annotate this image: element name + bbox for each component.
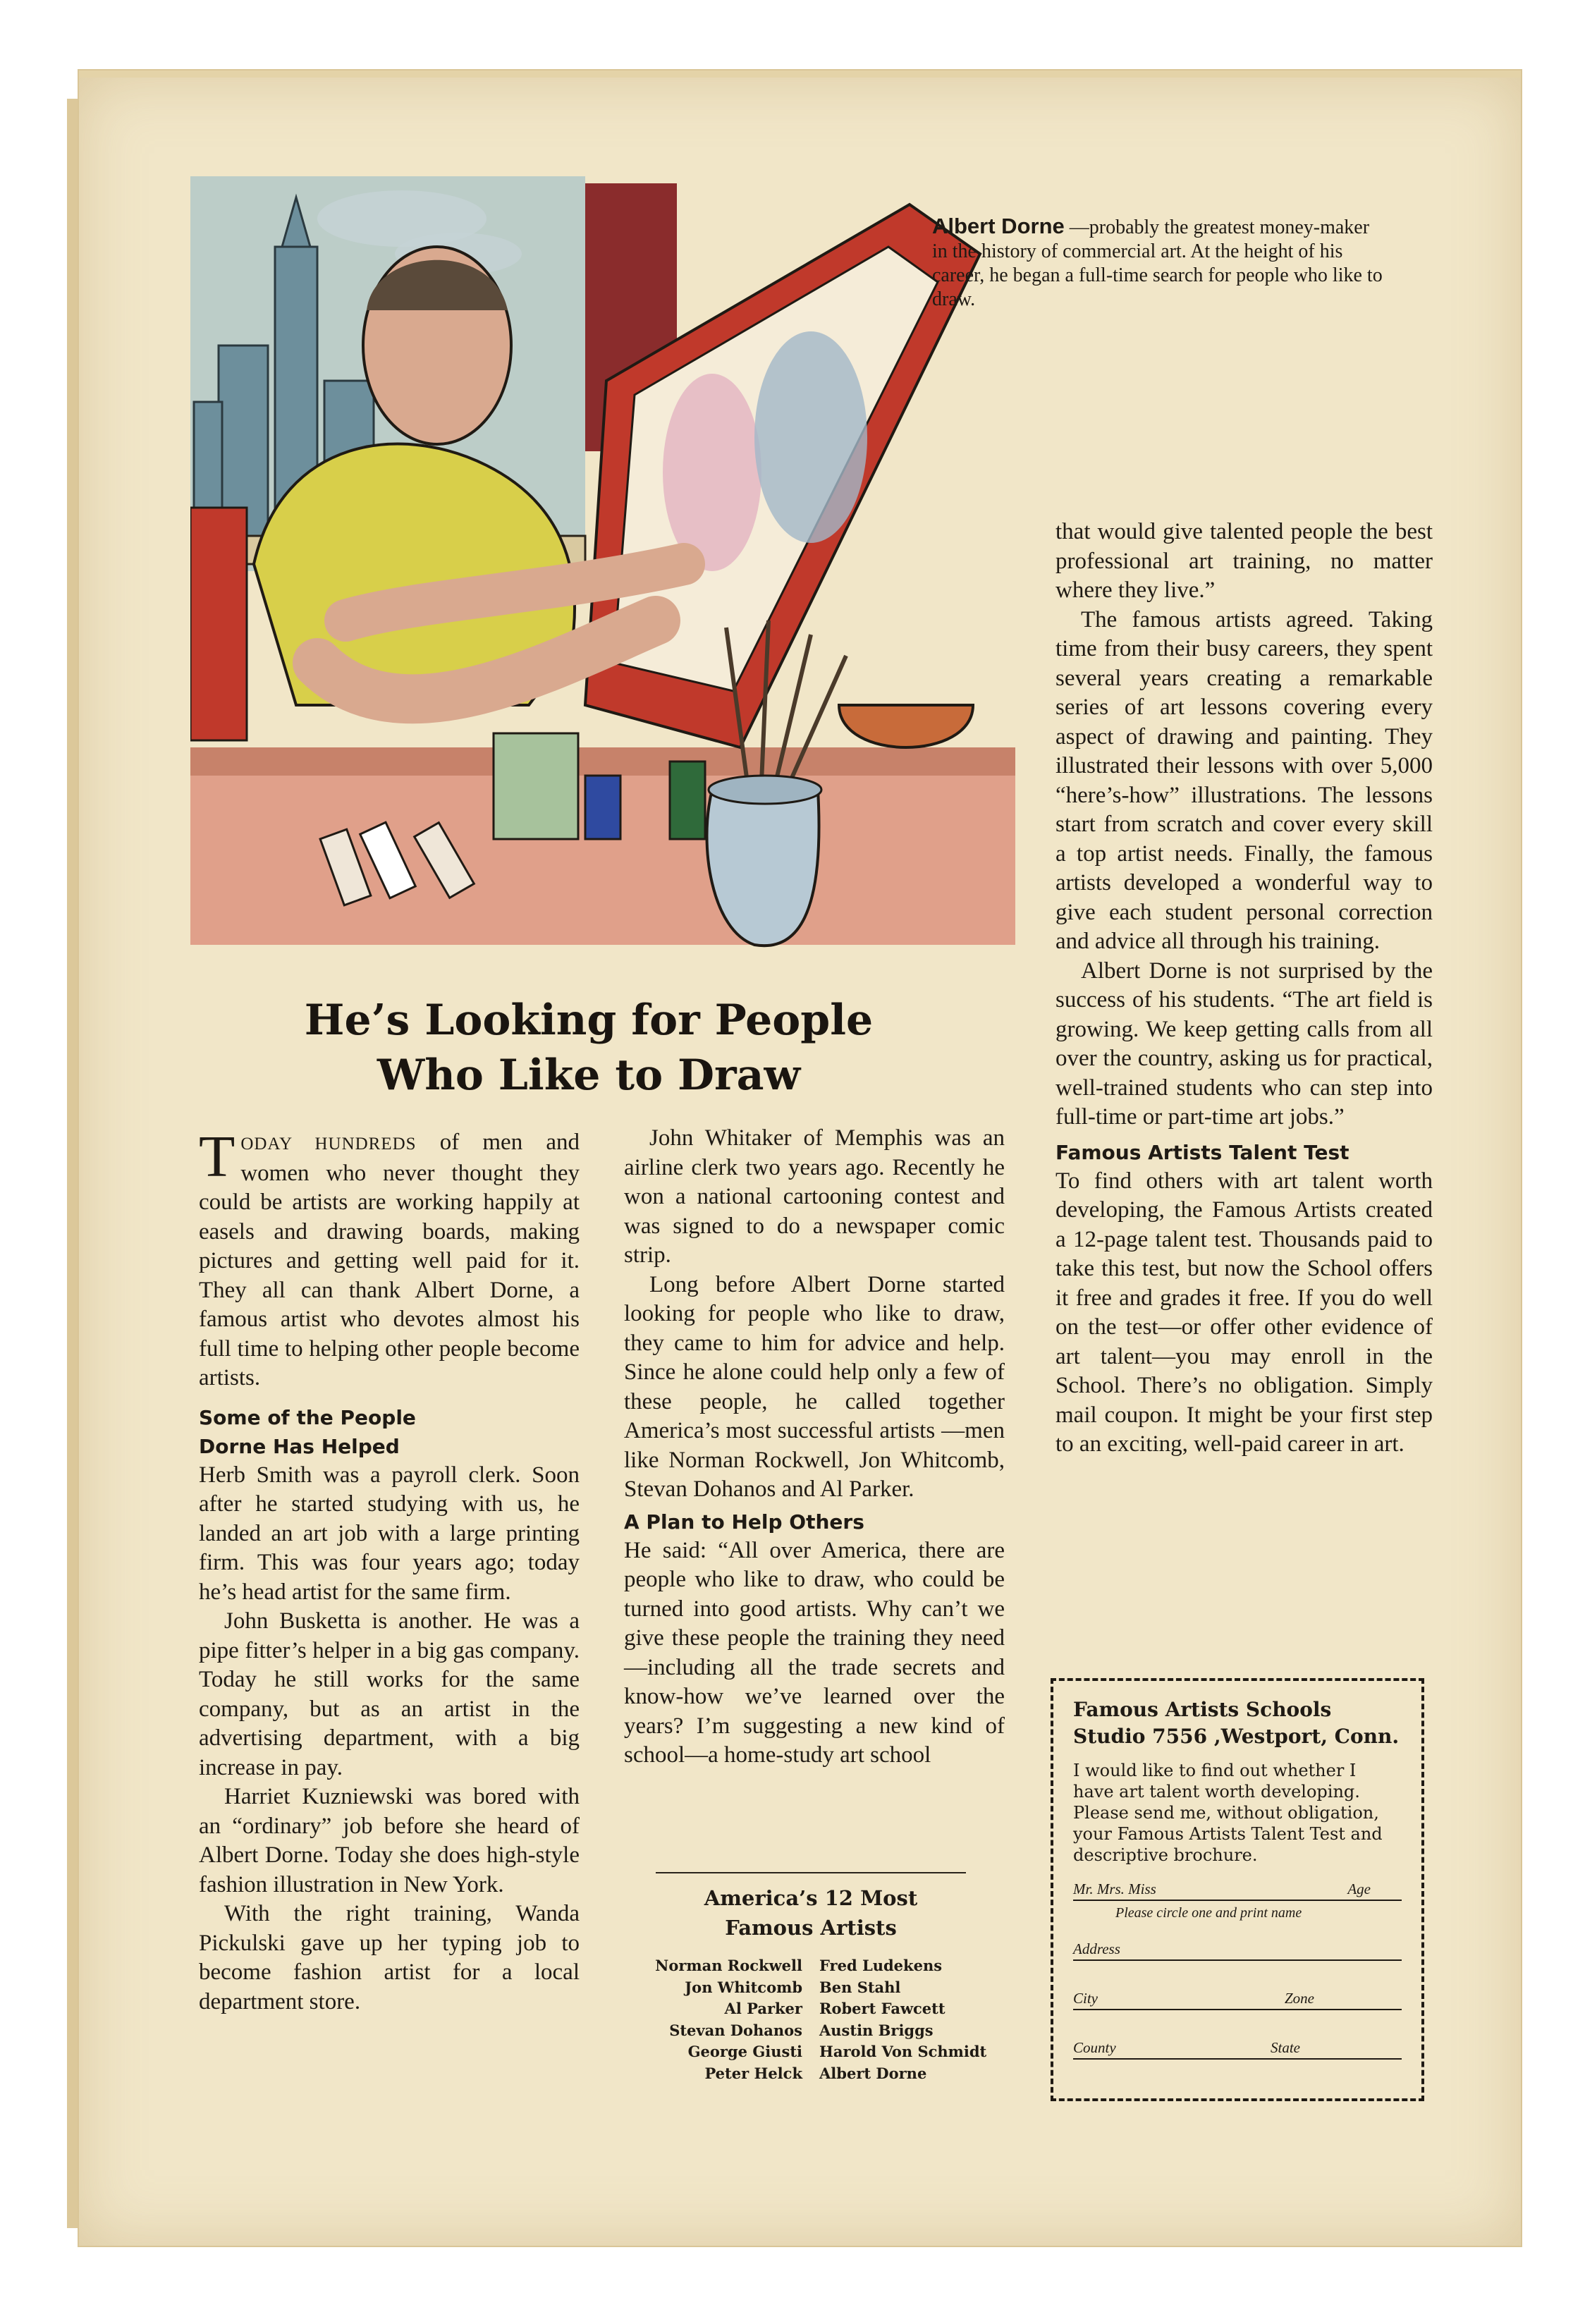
coupon-note: Please circle one and print name — [1115, 1905, 1302, 1921]
headline — [204, 993, 973, 1103]
county-state-field[interactable] — [1073, 2036, 1402, 2060]
paragraph-harriet: Harriet Kuzniewski was bored with an “ordinary” job before she heard of Albert Dorne. Today she does high-style fashion illustration in New York. — [199, 1784, 580, 1897]
city-zone-field[interactable] — [1073, 1986, 1402, 2010]
address-label: Address — [1073, 1940, 1123, 1958]
artist-name: Fred Ludekens — [819, 1957, 943, 1974]
illustration-caption — [932, 214, 1383, 312]
headline-line-2: Who Like to Draw — [377, 1051, 801, 1100]
artist-name: Al Parker — [724, 2000, 802, 2017]
artists-rule — [656, 1872, 966, 1873]
column-b — [624, 1124, 1005, 1770]
artist-name: Peter Helck — [704, 2064, 802, 2082]
paragraph-he-said: He said: “All over America, there are people who like to draw, who could be turned into good artists. Why can’t we give these people the training they need—including all the trade secrets and know-how we’ve learned over the years? I’m suggesting a new kind of school—a home-study art school — [624, 1537, 1005, 1768]
coupon-body: I would like to find out whether I have art talent worth developing. Please send me, without obligation, your Famous Artists Talent Test and descriptive brochure. — [1073, 1761, 1383, 1865]
drop-cap: T — [199, 1124, 235, 1189]
artist-name: Norman Rockwell — [655, 1957, 802, 1974]
subhead-helped-2: Dorne Has Helped — [199, 1434, 400, 1458]
coupon-school: Famous Artists Schools — [1073, 1698, 1332, 1721]
address-field[interactable] — [1073, 1937, 1402, 1961]
caption-text: —probably the greatest money-maker in the history of commercial art. At the height of his career, he began a full-time search for people who like to draw. — [932, 216, 1383, 310]
salutation-label: Mr. Mrs. Miss — [1073, 1880, 1159, 1898]
artists-title-line-1: America’s 12 Most — [704, 1886, 918, 1910]
subhead-talent-test: Famous Artists Talent Test — [1055, 1140, 1350, 1164]
small-caps-lead: ODAY HUNDREDS — [240, 1135, 417, 1154]
city-label: City — [1073, 1990, 1101, 2007]
paragraph-long-before: Long before Albert Dorne started looking for people who like to draw, they came to him for advice and help. Since he alone could help only a few of these people, he called together America’s most successful artists —men like Norman Rockwell, Jon Whitcomb, Stevan Dohanos and Al Parker. — [624, 1271, 1005, 1502]
paragraph-john-busketta: John Busketta is another. He was a pipe fitter’s helper in a big gas company. Today he still works for the same company, but as an artist in the advertising department, with a big increase in pay. — [199, 1608, 580, 1780]
zone-label: Zone — [1285, 1990, 1317, 2007]
artists-title — [620, 1883, 1001, 1943]
intro-text: of men and women who never thought they could be artists are working happily at easels and drawing boards, making pictures and getting well paid for it. They all can thank Albert Dorne, a famous artist who devotes almost his full time to helping other people become artists. — [199, 1130, 580, 1390]
paragraph-not-surprised: Albert Dorne is not surprised by the success of his students. “The art field is growing. We keep getting calls from all over the country, asking us for practical, well-trained students who can step into full-time or part-time art jobs.” — [1055, 958, 1433, 1130]
paragraph-wanda: With the right training, Wanda Pickulski gave up her typing job to become fashion artist for a local department store. — [199, 1901, 580, 2014]
paragraph-talent-test: To find others with art talent worth developing, the Famous Artists created a 12-page talent test. Thousands paid to take this test, but now the School offers it free and grades it free. If you do well on the test—or offer other evidence of art talent—you may enroll in the School. There’s no obligation. Simply mail coupon. It might be your first step to an exciting, well-paid career in art. — [1055, 1168, 1433, 1457]
name-field[interactable] — [1073, 1877, 1402, 1901]
column-a — [199, 1124, 580, 2017]
column-c — [1055, 518, 1433, 1460]
artists-title-line-2: Famous Artists — [725, 1916, 897, 1940]
paragraph-herb-smith: Herb Smith was a payroll clerk. Soon after he started studying with us, he landed an art job with a large printing firm. This was four years ago; today he’s head artist for the same firm. — [199, 1462, 580, 1605]
mail-coupon — [1051, 1678, 1424, 2101]
caption-name: Albert Dorne — [932, 214, 1065, 238]
state-label: State — [1271, 2039, 1303, 2057]
county-label: County — [1073, 2039, 1119, 2057]
artist-name: Ben Stahl — [819, 1978, 901, 1996]
artist-name: Stevan Dohanos — [669, 2021, 802, 2039]
artist-name: George Giusti — [687, 2043, 802, 2060]
artist-illustration — [190, 169, 1015, 973]
artist-name: Austin Briggs — [819, 2021, 934, 2039]
subhead-helped-1: Some of the People — [199, 1405, 416, 1429]
intro-paragraph — [199, 1124, 580, 1393]
artist-name: Albert Dorne — [819, 2064, 927, 2082]
subhead-plan: A Plan to Help Others — [624, 1510, 864, 1534]
artist-name: Harold Von Schmidt — [819, 2043, 987, 2060]
headline-line-1: He’s Looking for People — [304, 996, 874, 1045]
paragraph-artists-agreed: The famous artists agreed. Taking time from their busy careers, they spent several years creating a remarkable series of art lessons covering every aspect of drawing and painting. They illustrated their lessons with over 5,000 “here’s-how” illustrations. The lessons start from scratch and cover every skill a top artist needs. Finally, the famous artists developed a wonderful way to give each student personal correction and advice all through his training. — [1055, 606, 1433, 954]
artist-name: Robert Fawcett — [819, 2000, 946, 2017]
paragraph-continued: that would give talented people the best professional art training, no matter where they live.” — [1055, 519, 1433, 603]
paragraph-john-whitaker: John Whitaker of Memphis was an airline clerk two years ago. Recently he won a national cartooning contest and was signed to do a newspaper comic strip. — [624, 1125, 1005, 1268]
famous-artists-box — [620, 1872, 1001, 2084]
artist-name: Jon Whitcomb — [685, 1978, 802, 1996]
age-label: Age — [1347, 1880, 1373, 1898]
artists-list — [620, 1955, 1001, 2084]
coupon-address: Studio 7556 ,Westport, Conn. — [1073, 1725, 1400, 1748]
